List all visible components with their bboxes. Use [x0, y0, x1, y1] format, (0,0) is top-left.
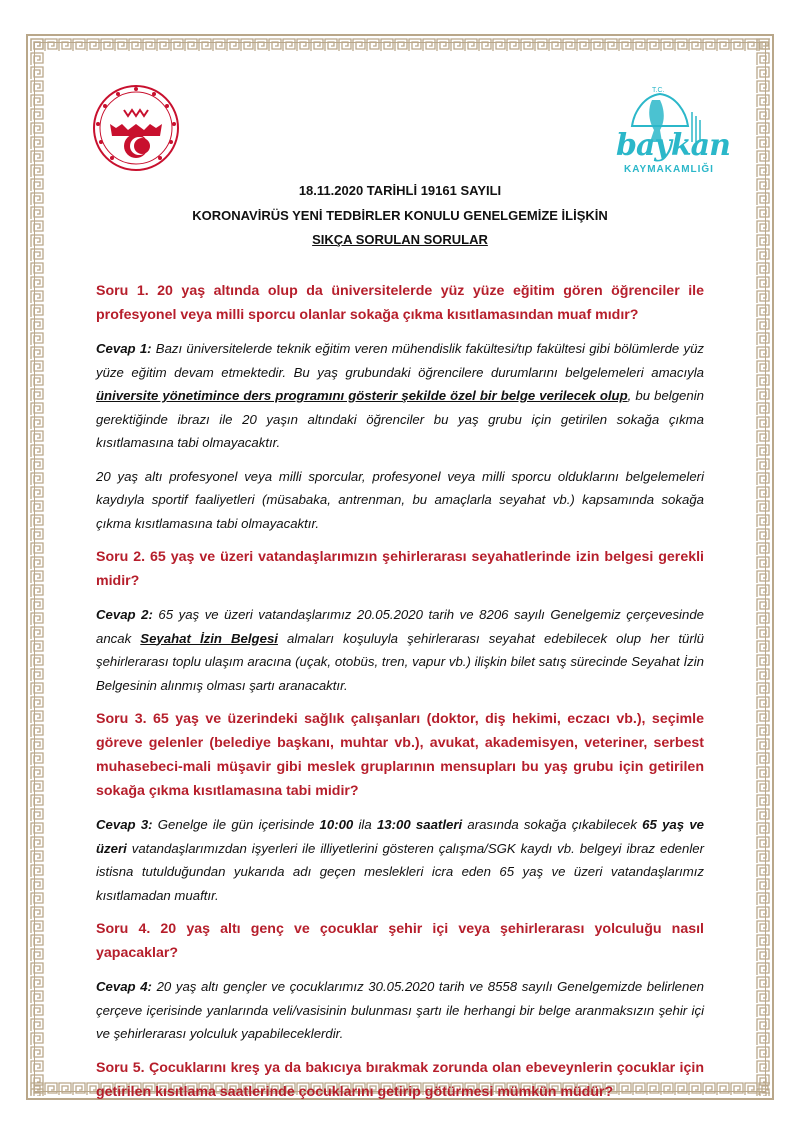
- answer-1: [96, 337, 704, 455]
- answer-2-text-b: almaları koşuluyla şehirlerarası seyahat edebilecek olup her türlü şehirlerarası toplu ulaşım aracına (uçak, otobüs, tren, vapur vb.) ilişkin bilet satış sürecinde Seyahat İzin Belgesinin alınmış olması şartı aranacaktır.: [96, 630, 705, 693]
- answer-2: [96, 603, 704, 697]
- logo-subtitle: KAYMAKAMLIĞI: [624, 164, 714, 175]
- question-4: Soru 4. 20 yaş altı genç ve çocuklar şehir içi veya şehirlerarası yolculuğu nasıl yapacaklar?: [96, 921, 704, 961]
- doc-title-faq: SIKÇA SORULAN SORULAR: [312, 232, 488, 247]
- answer-1-emphasis: üniversite yönetimince ders programını gösterir şekilde özel bir belge verilecek olup: [96, 388, 628, 403]
- question-2: Soru 2. 65 yaş ve üzeri vatandaşlarımızın şehirlerarası seyahatlerinde izin belgesi gerekli midir?: [96, 549, 704, 589]
- answer-4: [96, 975, 704, 1046]
- greek-key-border-top: [30, 38, 770, 52]
- doc-title-line3: [100, 232, 700, 247]
- answer-3-label: Cevap 3:: [96, 817, 153, 832]
- answer-2-label: Cevap 2:: [96, 607, 153, 622]
- answer-1-label: Cevap 1:: [96, 341, 152, 356]
- answer-1-sports: 20 yaş altı profesyonel veya milli sporcular, profesyonel veya milli sporcu olduklarını belgelemeleri kaydıyla sportif faaliyetleri (müsabaka, antrenman, bu amaçlarla seyahat vb.) kapsamında sokağa çıkma kısıtlamasına tabi olmayacaktır.: [96, 468, 704, 531]
- question-5: Soru 5. Çocuklarını kreş ya da bakıcıya bırakmak zorunda olan ebeveynlerin çocuklar için getirilen kısıtlama saatlerinde çocuklarını getirip götürmesi mümkün müdür?: [96, 1059, 704, 1100]
- greek-key-border-left: [30, 38, 44, 1096]
- faq-content: [96, 279, 704, 1114]
- answer-1-text-a: Bazı üniversitelerde teknik eğitim veren mühendislik fakültesi/tıp fakültesi gibi bölümlerde yüz yüze eğitim devam etmektedir. Bu yaş grubundaki öğrencilere durumlarını belgelemeleri amacıyla: [96, 341, 704, 380]
- answer-4-label: Cevap 4:: [96, 979, 152, 994]
- logo-small-text: T.C.: [652, 87, 665, 94]
- answer-3-text-d: vatandaşlarımızdan işyerleri ile illiyetlerini gösteren çalışma/SGK kaydı vb. belgeyi ibraz edenler istisna tutulduğundan yukarıda adı geçen meslekleri icra eden 65 yaş ve üzeri vatandaşlarımız kısıtlamadan muaftır.: [96, 840, 704, 903]
- answer-3-text-a: Genelge ile gün içerisinde: [152, 817, 320, 832]
- question-1: Soru 1. 20 yaş altında olup da üniversitelerde yüz yüze eğitim gören öğrenciler ile profesyonel veya milli sporcu olanlar sokağa çıkma kısıtlamasından muaf mıdır?: [96, 283, 704, 323]
- logo-wordmark: baykan: [616, 128, 730, 163]
- answer-3-text-c: arasında sokağa çıkabilecek: [462, 817, 643, 832]
- ministry-emblem-icon: [92, 84, 180, 172]
- greek-key-border-right: [756, 38, 770, 1096]
- answer-2-emphasis: Seyahat İzin Belgesi: [140, 630, 278, 646]
- answer-3: [96, 813, 704, 907]
- answer-3-text-b: ila: [353, 817, 377, 832]
- doc-title-line2: KORONAVİRÜS YENİ TEDBİRLER KONULU GENELGEMİZE İLİŞKİN: [192, 208, 608, 223]
- question-3: Soru 3. 65 yaş ve üzerindeki sağlık çalışanları (doktor, diş hekimi, eczacı vb.), seçimle göreve gelenler (belediye başkanı, muhtar vb.), avukat, akademisyen, veteriner, serbest muhasebeci-mali müşavir gibi meslek gruplarının mensupları bu yaş grubu için getirilen sokağa çıkma kısıtlamasına tabi midir?: [96, 711, 704, 799]
- answer-2-text-a: 65 yaş ve üzeri vatandaşlarımız 20.05.2020 tarih ve 8206 sayılı Genelgemiz çerçevesinde ancak: [96, 607, 704, 646]
- answer-1-text-b: , bu belgenin gerektiğinde ibrazı ile 20 yaşın altındaki öğrenciler bu yaş grubu için getirilen sokağa çıkma kısıtlamasına tabi olmayacaktır.: [96, 388, 704, 450]
- answer-3-bold-3: 65 yaş ve üzeri: [96, 817, 704, 856]
- answer-3-bold-2: 13:00 saatleri: [376, 817, 463, 832]
- doc-title-line1: 18.11.2020 TARİHLİ 19161 SAYILI: [298, 183, 502, 198]
- answer-4-text: 20 yaş altı gençler ve çocuklarımız 30.05.2020 tarih ve 8558 sayılı Genelgemizde belirlenen çerçeve içerisinde yanlarında veli/vasisinin bulunması şartı ile herhangi bir belge aranmaksızın şehir içi ve şehirlerarası yolculuk yapabileceklerdir.: [96, 979, 704, 1041]
- answer-3-bold-1: 10:00: [319, 817, 354, 832]
